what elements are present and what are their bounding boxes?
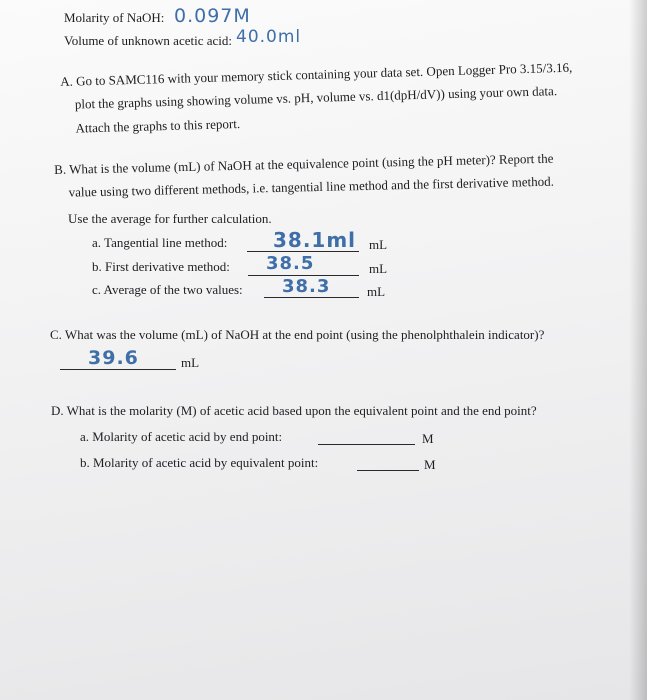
first-derivative-answer: 38.5: [266, 253, 315, 274]
section-b-line-2: value using two different methods, i.e. tangential line method and the first derivative method.: [68, 173, 555, 200]
acetic-acid-volume-label: Volume of unknown acetic acid:: [64, 33, 232, 48]
section-b-line-1: B. What is the volume (mL) of NaOH at the equivalence point (using the pH meter)? Report the: [54, 150, 554, 177]
section-a-line-2: plot the graphs using showing volume vs. pH, volume vs. d1(dpH/dV)) using your own data.: [74, 83, 558, 112]
section-b-line-3: Use the average for further calculation.: [68, 211, 272, 226]
section-a-line-3: Attach the graphs to this report.: [75, 115, 241, 136]
endpoint-unit: mL: [181, 355, 200, 370]
tangential-unit: mL: [369, 237, 388, 252]
section-a-line-1: A. Go to SAMC116 with your memory stick containing your data set. Open Logger Pro 3.15/3.16,: [60, 59, 573, 89]
molarity-end-point-unit: M: [422, 431, 434, 446]
first-derivative-label: b. First derivative method:: [92, 259, 230, 274]
section-d-question: D. What is the molarity (M) of acetic acid based upon the equivalent point and the end point?: [51, 403, 537, 418]
average-answer-line: [264, 297, 359, 298]
tangential-method-label: a. Tangential line method:: [92, 235, 228, 250]
average-answer: 38.3: [282, 276, 331, 297]
molarity-equivalent-point-label: b. Molarity of acetic acid by equivalent point:: [80, 455, 319, 470]
average-label: c. Average of the two values:: [92, 282, 243, 297]
molarity-end-point-line: [318, 444, 415, 445]
molarity-equivalent-point-line: [357, 470, 419, 471]
section-c-question: C. What was the volume (mL) of NaOH at the end point (using the phenolphthalein indicator)?: [50, 327, 545, 342]
molarity-naoh-label: Molarity of NaOH:: [64, 10, 165, 25]
endpoint-answer: 39.6: [88, 347, 139, 369]
average-unit: mL: [367, 284, 386, 299]
endpoint-answer-line: [60, 369, 176, 370]
molarity-naoh-value: 0.097M: [174, 5, 251, 27]
acetic-acid-volume-value: 40.0ml: [236, 27, 302, 47]
molarity-end-point-label: a. Molarity of acetic acid by end point:: [80, 429, 283, 444]
molarity-equivalent-point-unit: M: [424, 457, 436, 472]
tangential-answer: 38.1ml: [273, 228, 357, 252]
first-derivative-unit: mL: [369, 261, 388, 276]
